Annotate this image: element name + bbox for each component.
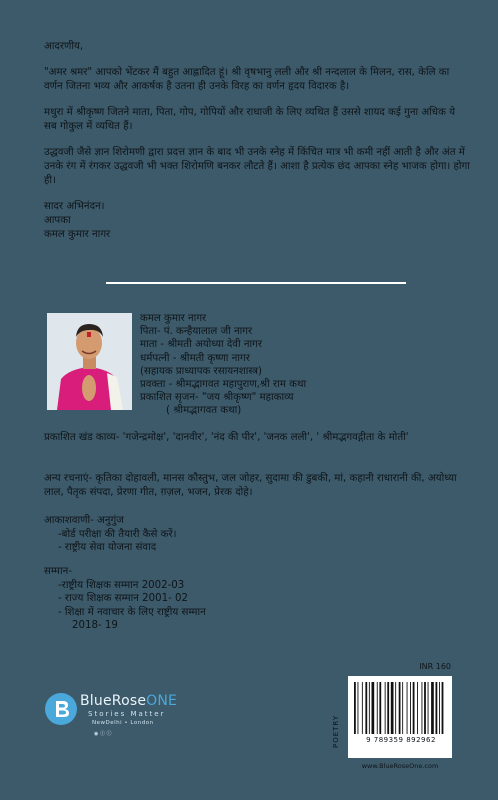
publisher-tagline: Stories Matter [88,710,166,718]
author-published: प्रकाशित सृजन- "जय श्रीकृष्ण" महाकाव्य [140,392,294,404]
barcode-bars [348,676,452,758]
barcode [348,676,452,758]
awards-section [44,565,464,633]
publisher-name-main: BlueRose [80,693,147,709]
back-cover-letter [44,40,470,242]
radio-heading: आकाशवाणी- अनुगुंज [44,515,124,526]
salutation: आदरणीय, [44,41,84,52]
award-item-3: - शिक्षा में नवाचार के लिए राष्ट्रीय सम्मान [58,606,206,618]
radio-section [44,514,464,555]
letter-paragraph-2: मथुरा में श्रीकृष्ण जितने माता, पिता, गोप, गोपियों और राधाजी के लिए व्यथित हैं उससे शायद कई गुना अधिक ये सब गोकुल में व्यथित हैं। [44,107,456,132]
author-father: पिता- पं. कन्हैयालाल जी नागर [140,326,253,338]
letter-paragraph-1: "अमर श्रमर" आपको भेंटकर मैं बहुत आह्लादित हूं। श्री वृषभानु लली और श्री नन्दलाल के मिलन, रास, केलि का वर्णन जितना भव्य और आकर्षक है उतना ही उनके विरह का वर्णन हृदय विदारक है। [44,67,450,92]
author-portrait-image [47,313,132,410]
author-wife: धर्मपत्नी - श्रीमती कृष्णा नागर [140,352,250,364]
author-published-sub: ( श्रीमद्भागवत कथा) [166,405,242,417]
award-item-2: - राज्य शिक्षक सम्मान 2001- 02 [58,593,188,604]
author-photo [47,313,132,410]
publisher-website: www.BlueRoseOne.com [361,762,439,770]
author-bio [140,312,470,418]
author-mother: माता - श्रीमती अयोध्या देवी नागर [140,339,263,351]
award-item-1: -राष्ट्रीय शिक्षक सम्मान 2002-03 [58,579,185,591]
bluerose-logo-icon [44,692,78,726]
published-works [44,431,464,445]
author-wife-role: (सहायक प्राध्यापक रसायनशास्त्र) [140,365,262,377]
letter-paragraph-3: उद्धवजी जैसे ज्ञान शिरोमणी द्वारा प्रदत्त ज्ञान के बाद भी उनके स्नेह में किंचित मात्र भी कमी नहीं आती है और अंत में उनके रंग में रंगकर उद्धवजी भी भक्त शिरोमणि बनकर लौटते हैं। आशा है प्रत्येक छंद आपका स्नेह भाजक होगा। होगा ही। [44,147,470,186]
social-icons: ◉ ⓕ ⓣ [94,731,112,737]
publisher-cities: NewDelhi • London [92,720,154,726]
divider-line [106,282,406,284]
isbn-number: 9 789359 892962 [366,736,436,744]
awards-heading: सम्मान- [44,566,72,577]
price: INR 160 [419,662,451,671]
author-name: कमल कुमार नागर [140,313,207,324]
publisher-name-one: ONE [146,693,178,709]
publisher-name [80,693,177,709]
published-khand-kavya: प्रकाशित खंड काव्य- 'गजेन्द्रमोक्ष', 'दानवीर', 'नंद की पीर', 'जनक लली', ' श्रीमद्भगवद्गीता के मोती' [44,432,409,443]
author-speaker: प्रवक्ता - श्रीमद्भागवत महापुराण,श्री राम कथा [140,379,307,391]
letter-closing-yours: आपका [44,215,71,226]
award-item-3-year: 2018- 19 [72,620,118,631]
radio-item-2: - राष्ट्रीय सेवा योजना संवाद [58,542,157,553]
letter-signature: कमल कुमार नागर [44,229,111,240]
other-works-text: अन्य रचनाएं- कृतिका दोहावली, मानस कौस्तुभ, जल जोहर, सुदामा की डुबकी, मां, कहानी राधारानी की, अयोध्या लाल, पैतृक संपदा, प्रेरणा गीत, ग़ज़ल, भजन, प्रेरक दोहे। [44,473,457,498]
radio-item-1: -बोर्ड परीक्षा की तैयारी कैसे करें। [58,528,177,540]
genre-text: POETRY [332,714,340,748]
genre-label [330,690,340,750]
other-works [44,472,464,499]
letter-closing: सादर अभिनंदन। [44,201,105,212]
